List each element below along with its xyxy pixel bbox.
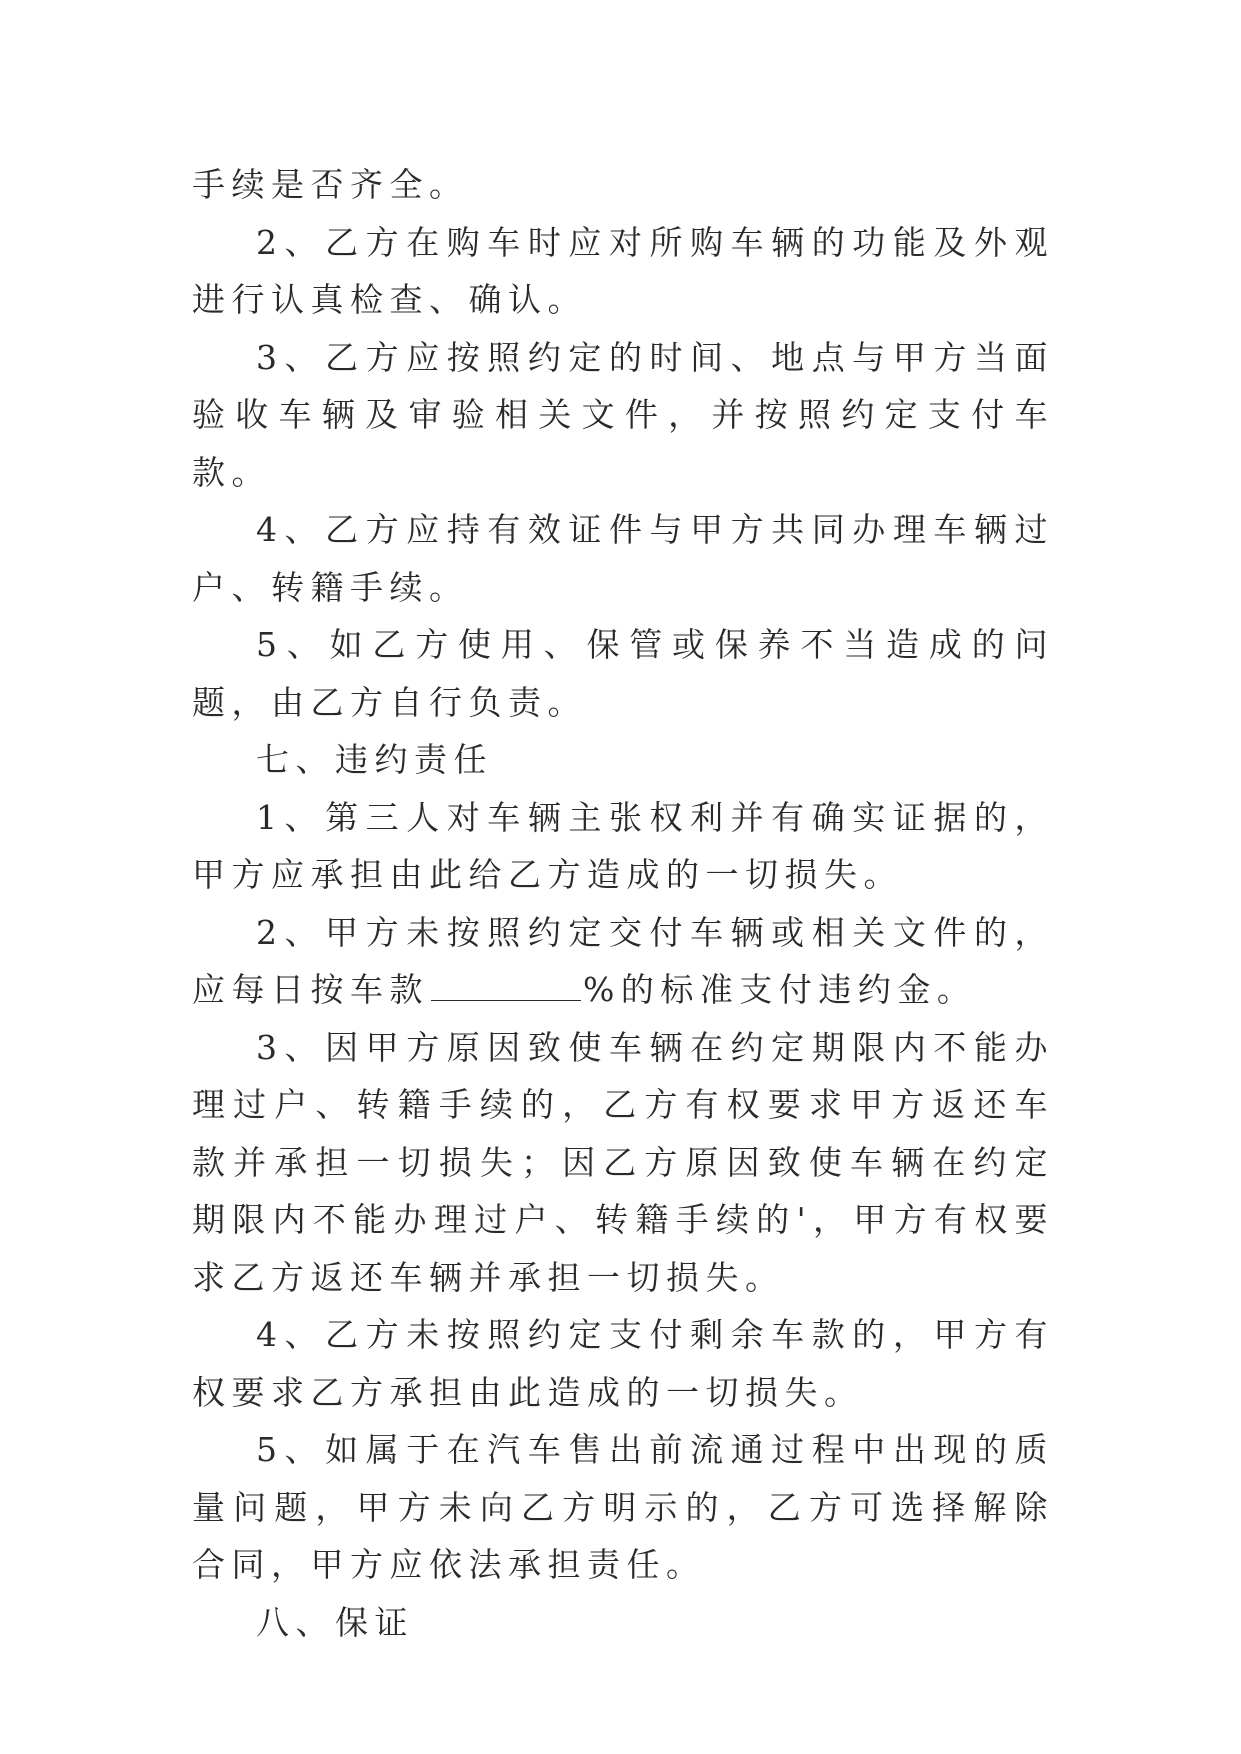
paragraph-continuation: 手续是否齐全。 xyxy=(192,165,469,204)
section-heading-8: 八、保证 xyxy=(256,1602,414,1642)
clause-7-2-text-a: 2、甲方未按照约定交付车辆或相关文件的，应每日按车款 xyxy=(192,912,1054,1009)
penalty-rate-blank xyxy=(431,970,581,1001)
clause-7-2-text-b: %的标准支付违约金。 xyxy=(583,970,977,1009)
section-heading-7: 七、违约责任 xyxy=(256,740,493,779)
clause-6-2: 2、乙方在购车时应对所购车辆的功能及外观进行认真检查、确认。 xyxy=(192,222,1054,319)
clause-7-2 xyxy=(192,904,1054,1019)
clause-7-5: 5、如属于在汽车售出前流通过程中出现的质量问题，甲方未向乙方明示的，乙方可选择解除合同，甲方应依法承担责任。 xyxy=(192,1430,1054,1584)
clause-7-1: 1、第三人对车辆主张权利并有确实证据的，甲方应承担由此给乙方造成的一切损失。 xyxy=(192,797,1054,894)
clause-6-3: 3、乙方应按照约定的时间、地点与甲方当面验收车辆及审验相关文件，并按照约定支付车款。 xyxy=(192,337,1054,492)
clause-7-4: 4、乙方未按照约定支付剩余车款的，甲方有权要求乙方承担由此造成的一切损失。 xyxy=(192,1315,1054,1412)
clause-6-5: 5、如乙方使用、保管或保养不当造成的问题，由乙方自行负责。 xyxy=(192,625,1054,722)
document-body xyxy=(192,156,1054,1651)
clause-7-3: 3、因甲方原因致使车辆在约定期限内不能办理过户、转籍手续的，乙方有权要求甲方返还车款并承担一切损失；因乙方原因致使车辆在约定期限内不能办理过户、转籍手续的'，甲方有权要求乙方返还车辆并承担一切损失。 xyxy=(192,1027,1054,1297)
clause-6-4: 4、乙方应持有效证件与甲方共同办理车辆过户、转籍手续。 xyxy=(192,510,1054,607)
